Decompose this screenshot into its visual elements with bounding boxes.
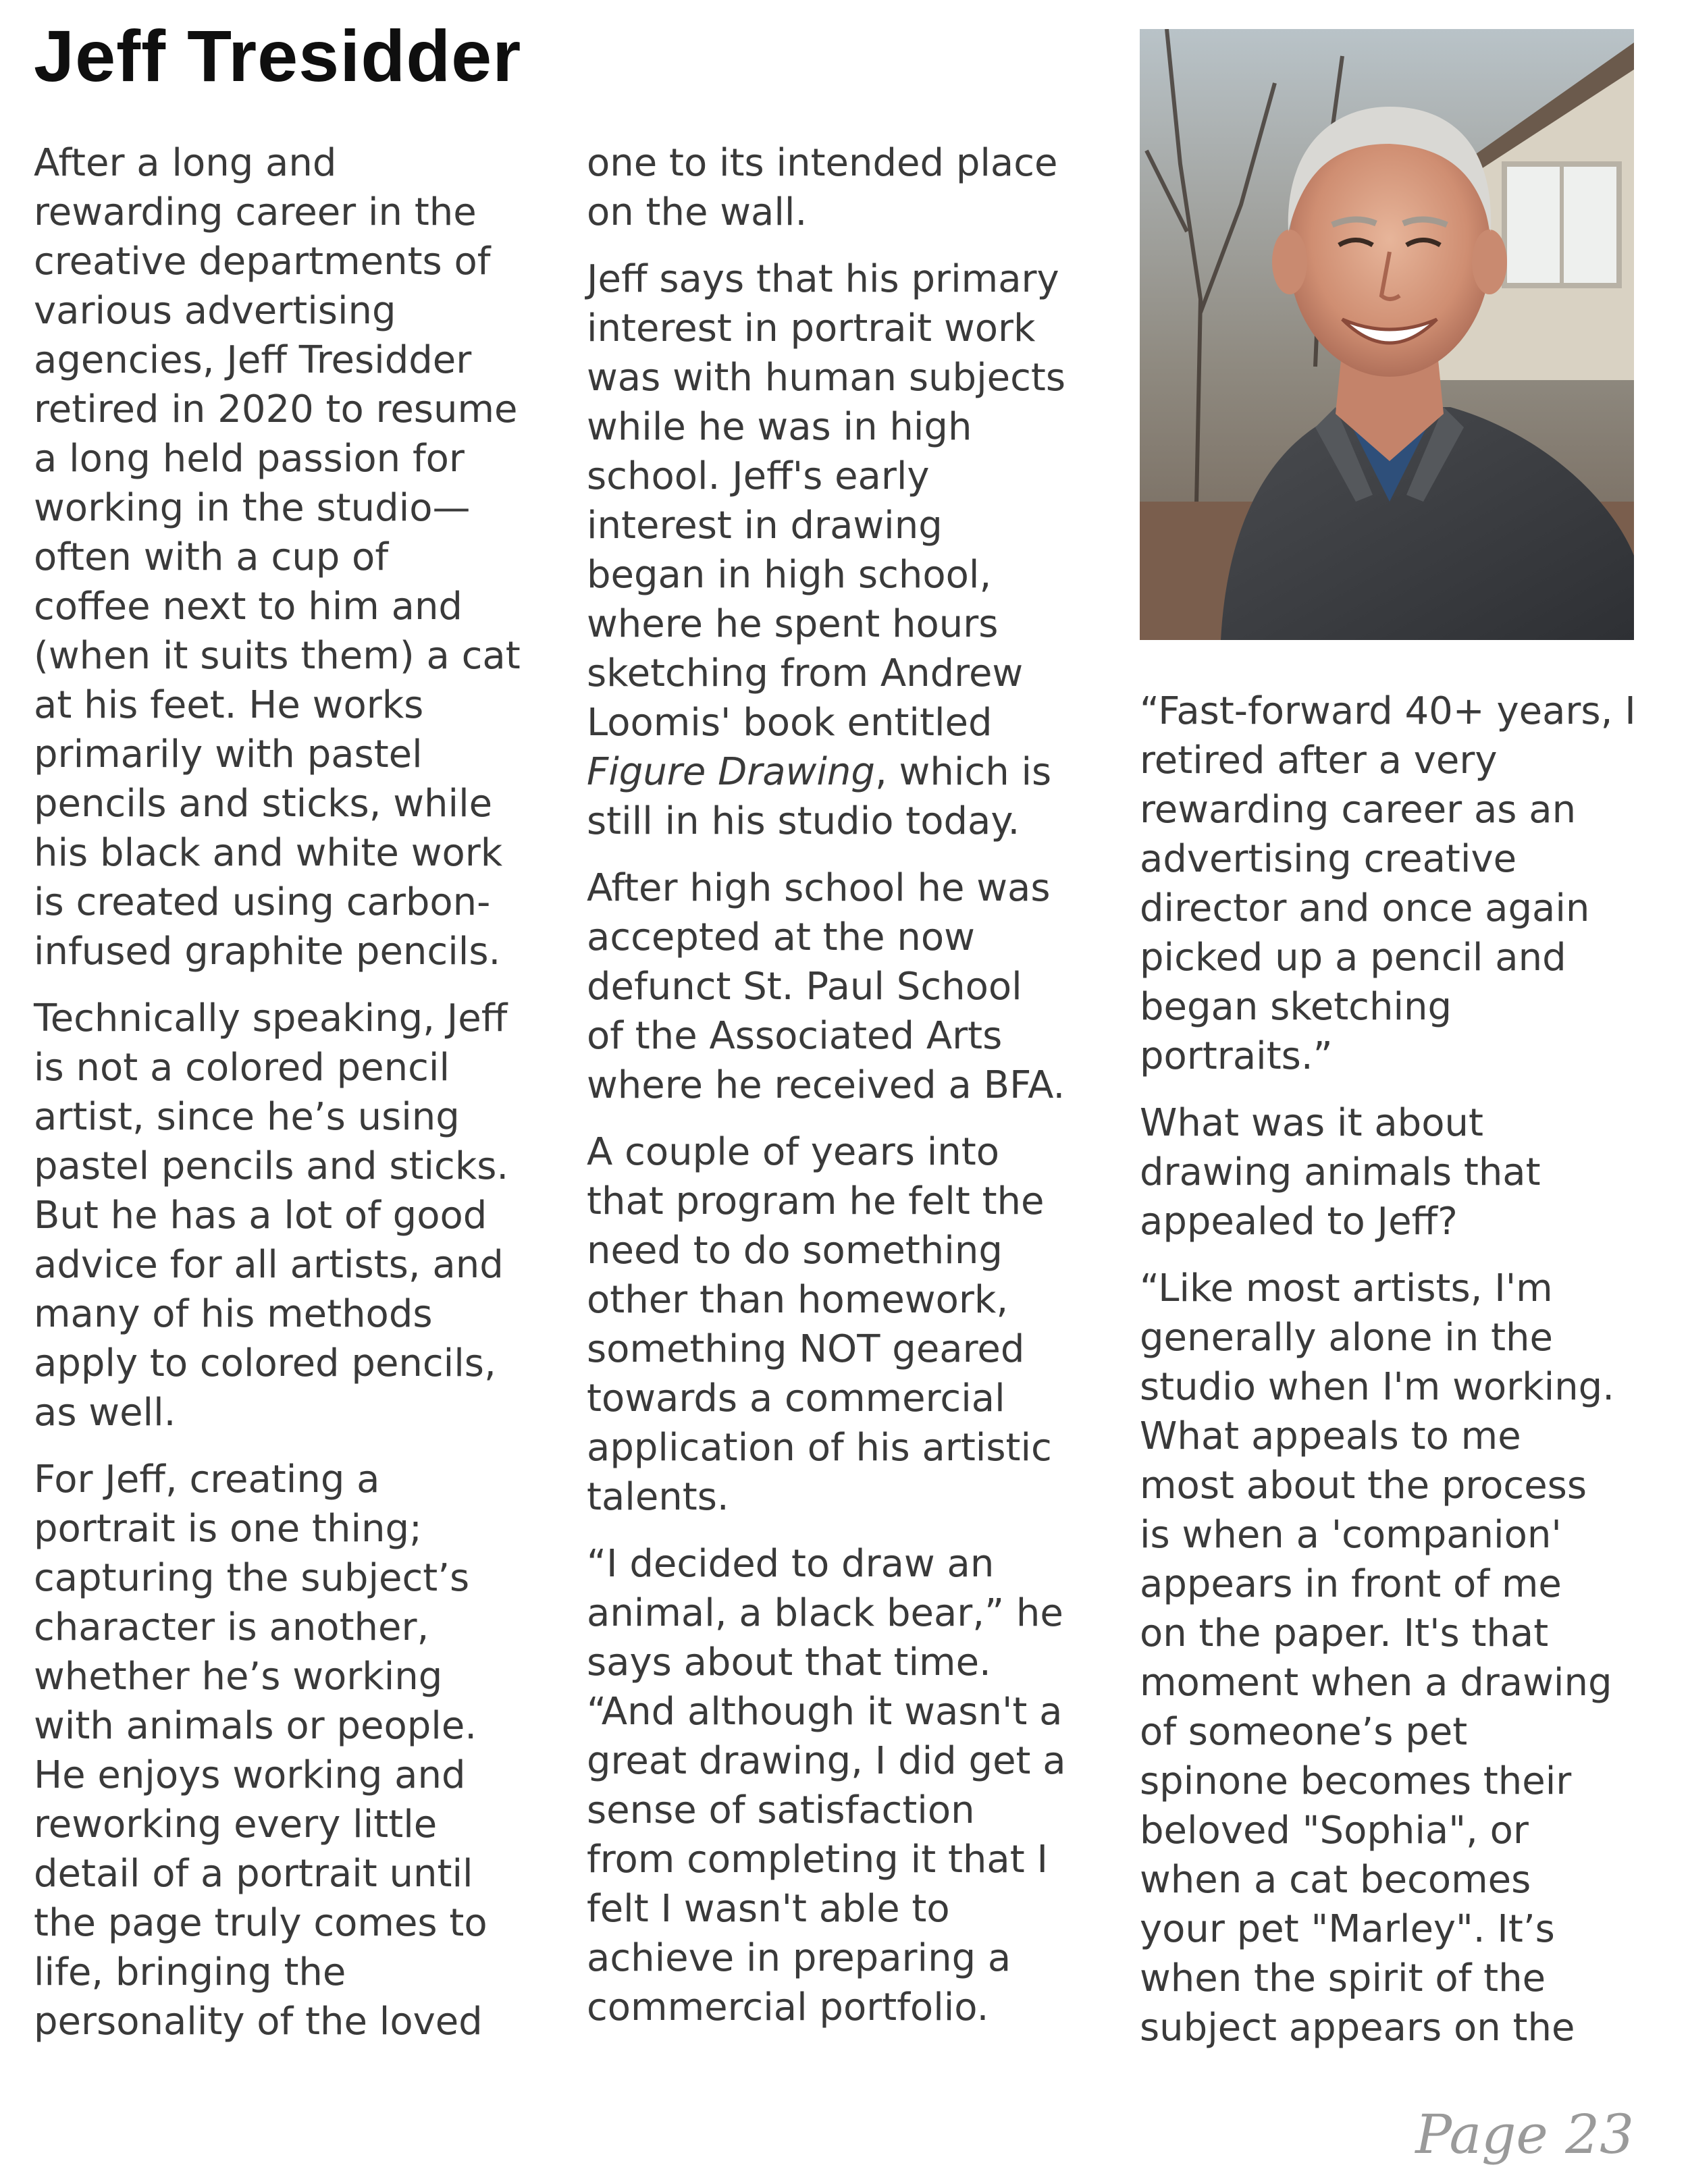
text-line: defunct St. Paul School bbox=[587, 965, 1022, 1009]
text-line: What appeals to me bbox=[1140, 1414, 1521, 1458]
text-line: appealed to Jeff? bbox=[1140, 1200, 1458, 1244]
text-line: rewarding career as an bbox=[1140, 788, 1577, 832]
text-line: various advertising bbox=[34, 289, 396, 333]
text-line: reworking every little bbox=[34, 1803, 438, 1846]
text-line: was with human subjects bbox=[587, 356, 1065, 400]
text-line: “I decided to draw an bbox=[587, 1542, 995, 1586]
text-line: pencils and sticks, while bbox=[34, 782, 493, 826]
paragraph bbox=[587, 255, 1100, 846]
text-line: drawing animals that bbox=[1140, 1150, 1541, 1194]
text-line: (when it suits them) a cat bbox=[34, 634, 521, 678]
paragraph bbox=[34, 138, 547, 976]
text-line: whether he’s working bbox=[34, 1655, 443, 1699]
text-line: character is another, bbox=[34, 1605, 429, 1649]
text-line: coffee next to him and bbox=[34, 585, 463, 629]
text-line: talents. bbox=[587, 1475, 729, 1519]
text-line: retired in 2020 to resume bbox=[34, 388, 518, 431]
text-line: at his feet. He works bbox=[34, 683, 424, 727]
text-line bbox=[587, 747, 1100, 797]
text-line: great drawing, I did get a bbox=[587, 1739, 1066, 1783]
text-line: his black and white work bbox=[34, 831, 503, 875]
text-line: interest in portrait work bbox=[587, 307, 1036, 350]
text-line: artist, since he’s using bbox=[34, 1095, 460, 1139]
paragraph bbox=[587, 138, 1100, 237]
text-line: Technically speaking, Jeff bbox=[34, 996, 508, 1040]
text-line: He enjoys working and bbox=[34, 1753, 466, 1797]
text-line: achieve in preparing a bbox=[587, 1936, 1011, 1980]
text-line: application of his artistic bbox=[587, 1426, 1052, 1470]
paragraph bbox=[587, 1127, 1100, 1522]
text-line: beloved "Sophia", or bbox=[1140, 1809, 1529, 1853]
text-line: Jeff says that his primary bbox=[587, 257, 1059, 301]
text-line: For Jeff, creating a bbox=[34, 1458, 380, 1501]
text-line: generally alone in the bbox=[1140, 1316, 1553, 1360]
text-line: animal, a black bear,” he bbox=[587, 1591, 1063, 1635]
text-line: began sketching bbox=[1140, 985, 1452, 1029]
text-line: working in the studio— bbox=[34, 486, 471, 530]
text-line: accepted at the now bbox=[587, 915, 975, 959]
text-line: primarily with pastel bbox=[34, 733, 423, 776]
text-line: is created using carbon- bbox=[34, 880, 491, 924]
article-title: Jeff Tresidder bbox=[34, 15, 522, 97]
text-line: moment when a drawing bbox=[1140, 1661, 1612, 1705]
text-line: apply to colored pencils, bbox=[34, 1341, 496, 1385]
paragraph bbox=[34, 994, 547, 1437]
text-line: detail of a portrait until bbox=[34, 1852, 473, 1896]
text-line: infused graphite pencils. bbox=[34, 930, 501, 974]
text-line: But he has a lot of good bbox=[34, 1194, 487, 1237]
text-line: is not a colored pencil bbox=[34, 1046, 450, 1090]
text-line: as well. bbox=[34, 1391, 176, 1435]
text-line: while he was in high bbox=[587, 405, 972, 449]
text-line: most about the process bbox=[1140, 1464, 1587, 1508]
text-line: began in high school, bbox=[587, 553, 992, 597]
text-line: personality of the loved bbox=[34, 2000, 483, 2044]
text-line: studio when I'm working. bbox=[1140, 1365, 1615, 1409]
text-line: many of his methods bbox=[34, 1292, 433, 1336]
text-line: portraits.” bbox=[1140, 1034, 1333, 1078]
text-line: agencies, Jeff Tresidder bbox=[34, 338, 472, 382]
text-line: pastel pencils and sticks. bbox=[34, 1144, 509, 1188]
text-line: appears in front of me bbox=[1140, 1562, 1562, 1606]
text-line: picked up a pencil and bbox=[1140, 936, 1566, 980]
text-line: commercial portfolio. bbox=[587, 1986, 989, 2029]
text-line: interest in drawing bbox=[587, 504, 943, 548]
text-line: “Like most artists, I'm bbox=[1140, 1267, 1553, 1310]
text-line: “Fast-forward 40+ years, I bbox=[1140, 689, 1636, 733]
article-column-1 bbox=[34, 138, 547, 2046]
text-line: when a cat becomes bbox=[1140, 1858, 1531, 1902]
text-line: creative departments of bbox=[34, 240, 491, 284]
text-line: spinone becomes their bbox=[1140, 1759, 1572, 1803]
text-line: your pet "Marley". It’s bbox=[1140, 1907, 1555, 1951]
question-paragraph bbox=[1140, 1098, 1653, 1246]
text-line: capturing the subject’s bbox=[34, 1556, 470, 1600]
text-line: advice for all artists, and bbox=[34, 1243, 504, 1287]
text-fragment: , which is bbox=[874, 750, 1052, 794]
text-line: of someone’s pet bbox=[1140, 1710, 1468, 1754]
text-line: where he spent hours bbox=[587, 602, 999, 646]
text-line: where he received a BFA. bbox=[587, 1063, 1065, 1107]
quote-paragraph bbox=[1140, 1264, 1653, 2052]
text-line: other than homework, bbox=[587, 1278, 1009, 1322]
paragraph bbox=[34, 1455, 547, 2046]
text-line: school. Jeff's early bbox=[587, 454, 930, 498]
text-line: advertising creative bbox=[1140, 837, 1517, 881]
text-line: on the paper. It's that bbox=[1140, 1612, 1549, 1655]
text-line: rewarding career in the bbox=[34, 190, 477, 234]
paragraph bbox=[587, 863, 1100, 1110]
text-line: with animals or people. bbox=[34, 1704, 477, 1748]
text-line: subject appears on the bbox=[1140, 2006, 1575, 2050]
text-line: Loomis' book entitled bbox=[587, 701, 993, 745]
text-line: “And although it wasn't a bbox=[587, 1690, 1063, 1734]
text-line: one to its intended place bbox=[587, 141, 1058, 185]
quote-paragraph bbox=[1140, 687, 1653, 1081]
article-column-3 bbox=[1140, 687, 1653, 2052]
portrait-photo bbox=[1140, 29, 1634, 640]
text-line: on the wall. bbox=[587, 190, 808, 234]
text-line: felt I wasn't able to bbox=[587, 1887, 950, 1931]
text-line: of the Associated Arts bbox=[587, 1014, 1003, 1058]
text-line: says about that time. bbox=[587, 1641, 991, 1684]
paragraph bbox=[587, 1539, 1100, 2032]
text-line: a long held passion for bbox=[34, 437, 465, 481]
text-line: from completing it that I bbox=[587, 1838, 1048, 1882]
text-line: After high school he was bbox=[587, 866, 1051, 910]
text-line: portrait is one thing; bbox=[34, 1507, 422, 1551]
text-line: when the spirit of the bbox=[1140, 1956, 1546, 2000]
book-title: Figure Drawing bbox=[587, 750, 875, 794]
text-line: sense of satisfaction bbox=[587, 1788, 975, 1832]
text-line: something NOT geared bbox=[587, 1327, 1025, 1371]
page-number: Page 23 bbox=[1415, 2103, 1634, 2166]
text-line: that program he felt the bbox=[587, 1179, 1045, 1223]
article-column-2 bbox=[587, 138, 1100, 2032]
text-line: After a long and bbox=[34, 141, 337, 185]
text-line: often with a cup of bbox=[34, 535, 389, 579]
text-line: director and once again bbox=[1140, 886, 1590, 930]
text-line: need to do something bbox=[587, 1229, 1003, 1273]
text-line: towards a commercial bbox=[587, 1377, 1005, 1420]
text-line: the page truly comes to bbox=[34, 1901, 487, 1945]
text-line: life, bringing the bbox=[34, 1950, 346, 1994]
portrait-photo-image bbox=[1140, 29, 1634, 640]
text-line: What was it about bbox=[1140, 1101, 1483, 1145]
text-line: still in his studio today. bbox=[587, 799, 1020, 843]
text-line: is when a 'companion' bbox=[1140, 1513, 1562, 1557]
text-line: A couple of years into bbox=[587, 1130, 999, 1174]
paragraph-lines bbox=[587, 255, 1100, 747]
text-line: retired after a very bbox=[1140, 739, 1498, 782]
text-line: sketching from Andrew bbox=[587, 651, 1024, 695]
